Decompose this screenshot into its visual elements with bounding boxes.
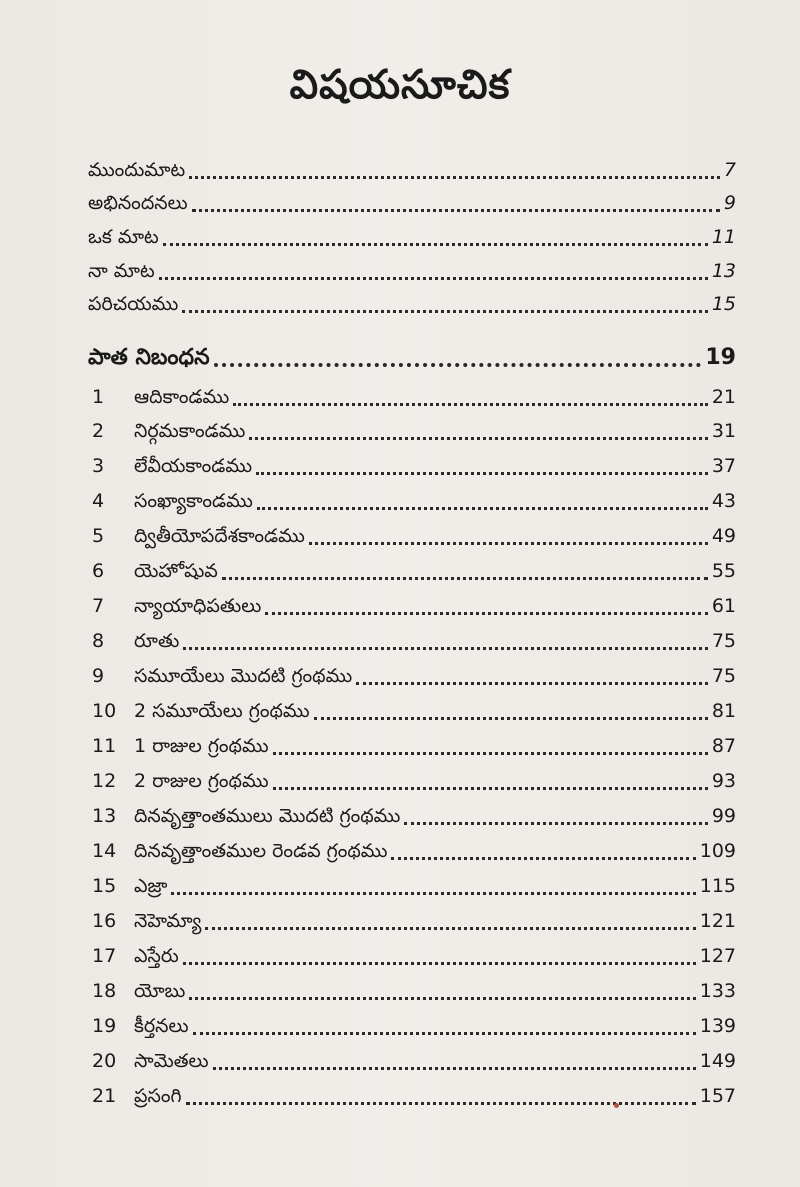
book-number: 9 xyxy=(92,665,105,687)
book-title: సంఖ్యాకాండము xyxy=(134,490,253,512)
dot-leader xyxy=(391,853,695,860)
ink-spot xyxy=(614,1103,619,1108)
book-page-number: 43 xyxy=(711,490,736,512)
dot-leader xyxy=(171,888,695,895)
book-entry xyxy=(92,1013,736,1041)
dot-leader xyxy=(222,573,708,580)
book-page-number: 61 xyxy=(711,595,736,617)
dot-leader xyxy=(249,433,707,440)
book-number: 17 xyxy=(92,945,117,967)
toc-entry-page: 13 xyxy=(711,260,736,282)
book-title: రూతు xyxy=(134,630,180,652)
book-page-number: 55 xyxy=(711,560,736,582)
book-number: 2 xyxy=(92,420,105,442)
book-title: నిర్గమకాండము xyxy=(134,420,246,442)
book-number: 6 xyxy=(92,560,105,582)
book-number: 12 xyxy=(92,770,117,792)
book-page-number: 21 xyxy=(711,386,736,408)
book-number: 3 xyxy=(92,455,105,477)
book-entry xyxy=(92,838,736,866)
dot-leader xyxy=(356,678,708,685)
book-number: 7 xyxy=(92,595,105,617)
book-title: లేవీయకాండము xyxy=(134,455,253,477)
book-page-number: 115 xyxy=(699,875,736,897)
book-title: ద్వితీయోపదేశకాండము xyxy=(134,525,305,547)
book-page-number: 75 xyxy=(711,630,736,652)
dot-leader xyxy=(233,399,708,406)
toc-entry-page: 11 xyxy=(711,226,736,248)
dot-leader xyxy=(189,172,720,179)
dot-leader xyxy=(205,923,695,930)
book-page-number: 37 xyxy=(711,455,736,477)
toc-entry xyxy=(88,190,736,218)
book-page-number: 87 xyxy=(711,735,736,757)
dot-leader xyxy=(404,818,707,825)
book-entry xyxy=(92,418,736,446)
toc-entry-page: 9 xyxy=(723,192,736,214)
book-entry xyxy=(92,978,736,1006)
toc-entry-label: అభినందనలు xyxy=(88,192,188,214)
book-number: 16 xyxy=(92,910,117,932)
dot-leader xyxy=(163,239,708,246)
page-title: విషయసూచిక xyxy=(289,62,511,108)
book-entry xyxy=(92,593,736,621)
toc-entry-label: ఒక మాట xyxy=(88,226,159,248)
book-title: ఎస్తేరు xyxy=(134,945,179,967)
book-number: 14 xyxy=(92,840,117,862)
dot-leader xyxy=(159,273,708,280)
book-entry xyxy=(92,908,736,936)
book-page-number: 109 xyxy=(699,840,736,862)
book-title: న్యాయాధిపతులు xyxy=(134,595,262,617)
book-title: ఎజ్రా xyxy=(134,875,168,897)
toc-entry-page: 7 xyxy=(723,159,736,181)
dot-leader xyxy=(182,306,707,313)
book-page-number: 157 xyxy=(699,1085,736,1107)
book-title: నెహెమ్యా xyxy=(134,910,202,932)
book-number: 10 xyxy=(92,700,117,722)
book-entry xyxy=(92,698,736,726)
book-page-number: 49 xyxy=(711,525,736,547)
dot-leader xyxy=(189,993,695,1000)
book-number: 15 xyxy=(92,875,117,897)
toc-entry xyxy=(88,157,736,185)
book-number: 19 xyxy=(92,1015,117,1037)
dot-leader xyxy=(265,608,708,615)
dot-leader xyxy=(257,503,708,510)
book-number: 8 xyxy=(92,630,105,652)
dot-leader xyxy=(273,783,708,790)
toc-entry xyxy=(88,258,736,286)
book-entry xyxy=(92,943,736,971)
book-number: 21 xyxy=(92,1085,117,1107)
dot-leader xyxy=(183,958,696,965)
book-entry xyxy=(92,873,736,901)
toc-entry xyxy=(88,291,736,319)
toc-entry xyxy=(88,224,736,252)
book-title: ఆదికాండము xyxy=(134,386,230,408)
dot-leader xyxy=(309,538,708,545)
dot-leader xyxy=(192,205,720,212)
section-heading xyxy=(88,345,736,373)
book-title: సమూయేలు మొదటి గ్రంథము xyxy=(134,665,353,687)
toc-entry-label: ముందుమాట xyxy=(88,159,186,181)
dot-leader xyxy=(273,748,708,755)
book-page-number: 133 xyxy=(699,980,736,1002)
book-page-number: 121 xyxy=(699,910,736,932)
dot-leader xyxy=(314,713,708,720)
book-title: సామెతలు xyxy=(134,1050,209,1072)
toc-entry-page: 15 xyxy=(711,293,736,315)
book-page-number: 127 xyxy=(699,945,736,967)
book-title: యెహోషువ xyxy=(134,560,218,582)
dot-leader xyxy=(183,643,707,650)
dot-leader xyxy=(214,359,702,367)
book-page-number: 93 xyxy=(711,770,736,792)
book-entry xyxy=(92,488,736,516)
book-entry xyxy=(92,453,736,481)
book-title: ప్రసంగి xyxy=(134,1085,182,1107)
book-entry xyxy=(92,1048,736,1076)
book-entry xyxy=(92,803,736,831)
book-number: 20 xyxy=(92,1050,117,1072)
book-title: 2 సమూయేలు గ్రంథము xyxy=(134,700,310,722)
dot-leader xyxy=(213,1063,696,1070)
book-entry xyxy=(92,768,736,796)
book-page-number: 149 xyxy=(699,1050,736,1072)
book-title: 1 రాజుల గ్రంథము xyxy=(134,735,269,757)
book-title: కీర్తనలు xyxy=(134,1015,189,1037)
book-entry xyxy=(92,523,736,551)
section-label: పాత నిబంధన xyxy=(88,345,210,370)
book-number: 13 xyxy=(92,805,117,827)
book-page-number: 31 xyxy=(711,420,736,442)
book-entry xyxy=(92,558,736,586)
book-number: 5 xyxy=(92,525,105,547)
book-title: 2 రాజుల గ్రంథము xyxy=(134,770,269,792)
book-title: దినవృత్తాంతములు మొదటి గ్రంథము xyxy=(134,805,401,827)
book-entry xyxy=(92,628,736,656)
book-number: 18 xyxy=(92,980,117,1002)
book-page-number: 81 xyxy=(711,700,736,722)
book-entry xyxy=(92,733,736,761)
toc-entry-label: నా మాట xyxy=(88,260,155,282)
dot-leader xyxy=(193,1028,696,1035)
book-page-number: 99 xyxy=(711,805,736,827)
book-number: 4 xyxy=(92,490,105,512)
book-entry xyxy=(92,384,736,412)
book-title: దినవృత్తాంతముల రెండవ గ్రంథము xyxy=(134,840,388,862)
section-page: 19 xyxy=(705,345,736,370)
book-entry xyxy=(92,663,736,691)
book-title: యోబు xyxy=(134,980,186,1002)
book-number: 1 xyxy=(92,386,105,408)
book-page-number: 139 xyxy=(699,1015,736,1037)
book-entry xyxy=(92,1083,736,1111)
book-number: 11 xyxy=(92,735,117,757)
dot-leader xyxy=(256,468,708,475)
dot-leader xyxy=(186,1098,696,1105)
toc-entry-label: పరిచయము xyxy=(88,293,179,315)
book-page-number: 75 xyxy=(711,665,736,687)
